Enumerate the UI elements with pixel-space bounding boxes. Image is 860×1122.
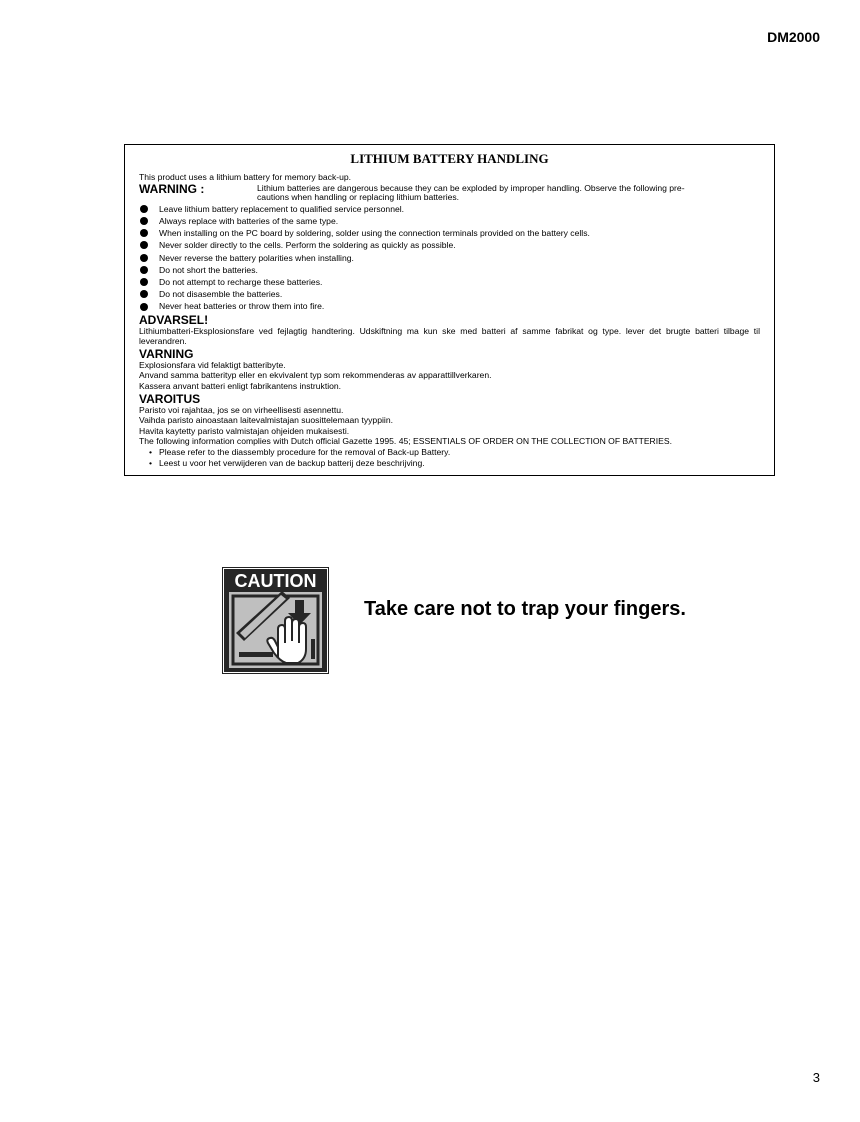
document-model: DM2000: [767, 29, 820, 45]
varning-line: Anvand samma batterityp eller en ekvivalent typ som rekommenderas av apparattillverkaren.: [139, 370, 492, 381]
notice-title: LITHIUM BATTERY HANDLING: [350, 151, 549, 166]
list-item: [139, 288, 760, 300]
varning-heading: VARNING: [139, 346, 194, 361]
list-item: [139, 215, 760, 227]
list-item-text: Never solder directly to the cells. Perform the soldering as quickly as possible.: [159, 240, 456, 251]
list-item: [139, 227, 760, 239]
advarsel-text: Lithiumbatteri-Eksplosionsfare ved fejlagtig handtering. Udskiftning ma kun ske med batteri af samme fabrikat og type. lever det brugte batteri tilbage til leverandren.: [139, 325, 760, 347]
varoitus-line: Vaihda paristo ainoastaan laitevalmistajan suosittelemaan tyyppiin.: [139, 415, 393, 426]
advarsel-heading: ADVARSEL!: [139, 312, 209, 327]
small-bullet-icon: •: [149, 446, 153, 457]
list-item: [139, 300, 760, 312]
warning-bullet-list: [139, 203, 760, 313]
warning-text: [257, 183, 760, 203]
warning-text-line: Lithium batteries are dangerous because they can be exploded by improper handling. Observe the following pre-: [257, 182, 685, 193]
list-item-text: Never reverse the battery polarities when installing.: [159, 252, 354, 263]
note-text: Please refer to the diassembly procedure for the removal of Back-up Battery.: [159, 446, 451, 457]
list-item-text: When installing on the PC board by soldering, solder using the connection terminals provided on the battery cells.: [159, 228, 590, 239]
page-number: 3: [812, 1070, 820, 1085]
list-item-text: Do not attempt to recharge these batteries.: [159, 277, 323, 287]
bullet-icon: [140, 254, 148, 262]
caution-message: Take care not to trap your fingers.: [364, 598, 686, 620]
bullet-icon: [140, 205, 148, 213]
varoitus-line: Havita kaytetty paristo valmistajan ohjeiden mukaisesti.: [139, 425, 350, 436]
varoitus-heading: VAROITUS: [139, 391, 201, 406]
list-item-text: Leave lithium battery replacement to qualified service personnel.: [159, 203, 405, 214]
bullet-icon: [140, 278, 148, 286]
list-item-text: Do not disasemble the batteries.: [159, 289, 283, 300]
bullet-icon: [140, 290, 148, 298]
list-item: [139, 264, 760, 276]
bullet-icon: [140, 241, 148, 249]
list-item-text: Do not short the batteries.: [159, 264, 258, 275]
list-item: [139, 276, 760, 288]
note-text: Leest u voor het verwijderen van de backup batterij deze beschrijving.: [159, 457, 425, 468]
notice-intro: This product uses a lithium battery for memory back-up.: [139, 172, 352, 182]
varoitus-line: The following information complies with Dutch official Gazette 1995. 45; ESSENTIALS OF ORDER ON THE COLLECTION OF BATTERIES.: [139, 436, 672, 447]
warning-label: WARNING :: [139, 181, 205, 196]
bullet-icon: [140, 266, 148, 274]
bullet-icon: [140, 303, 148, 311]
bullet-icon: [140, 217, 148, 225]
list-item: [139, 252, 760, 264]
list-item-text: Always replace with batteries of the same type.: [159, 215, 339, 226]
bullet-icon: [140, 229, 148, 237]
list-item-text: Never heat batteries or throw them into fire.: [159, 301, 325, 312]
list-item: [139, 203, 760, 215]
note-item: [139, 458, 760, 469]
hand-trap-icon: [222, 567, 329, 674]
varning-line: Kassera anvant batteri enligt fabrikantens instruktion.: [139, 380, 342, 391]
caution-icon-label: CAUTION: [234, 571, 317, 591]
warning-block: [139, 183, 760, 203]
varning-line: Explosionsfara vid felaktigt batteribyte.: [139, 359, 286, 370]
small-bullet-icon: •: [149, 457, 153, 468]
lithium-battery-notice: [124, 144, 775, 476]
warning-text-line: cautions when handling or replacing lithium batteries.: [257, 192, 460, 203]
note-item: [139, 447, 760, 458]
varoitus-line: Paristo voi rajahtaa, jos se on virheellisesti asennettu.: [139, 404, 344, 415]
list-item: [139, 239, 760, 251]
